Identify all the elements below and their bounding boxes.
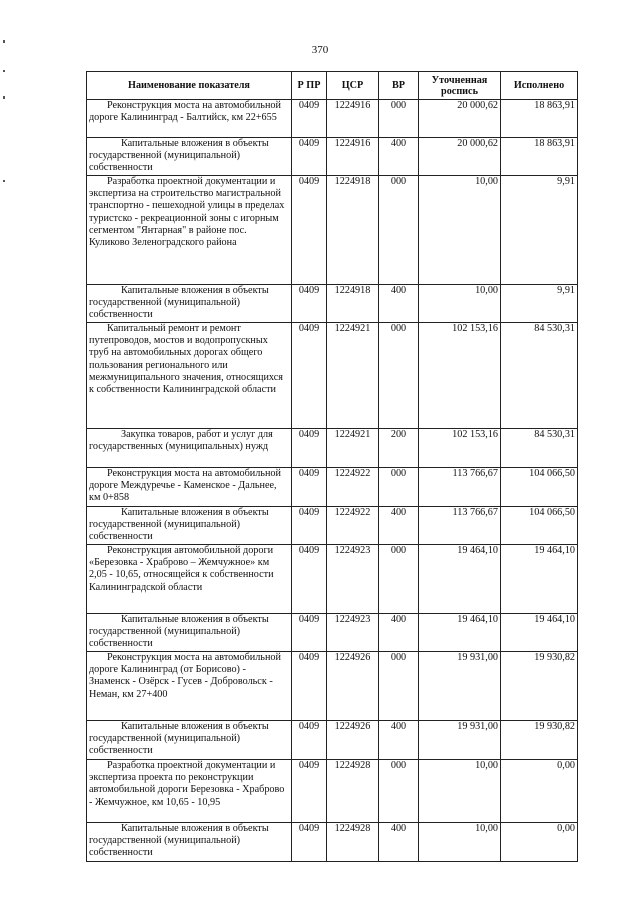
row-name: Разработка проектной документации и экспертиза на строительство магистральной транспортно - пешеходной улицы в пределах туристско - рекреационной зоны с игорным сегментом "Янтарная" в районе пос. Куликово Зеленоградского района (87, 176, 292, 285)
row-csr: 1224916 (327, 100, 379, 138)
header-planned: Уточненная роспись (419, 72, 501, 100)
row-csr: 1224918 (327, 285, 379, 323)
row-vr: 400 (379, 507, 419, 545)
header-vr: ВР (379, 72, 419, 100)
row-planned: 19 931,00 (419, 721, 501, 760)
table-row (87, 652, 578, 721)
row-executed: 0,00 (501, 760, 578, 823)
row-name: Капитальные вложения в объекты государственной (муниципальной) собственности (87, 285, 292, 323)
row-rpr: 0409 (292, 760, 327, 823)
row-vr: 200 (379, 429, 419, 468)
row-rpr: 0409 (292, 323, 327, 429)
table-header-row (87, 72, 578, 100)
row-vr: 400 (379, 138, 419, 176)
table-row (87, 429, 578, 468)
row-name: Капитальные вложения в объекты государственной (муниципальной) собственности (87, 614, 292, 652)
row-planned: 10,00 (419, 760, 501, 823)
budget-table (86, 71, 578, 862)
table-row (87, 323, 578, 429)
row-vr: 000 (379, 760, 419, 823)
row-name: Разработка проектной документации и экспертиза проекта по реконструкции автомобильной дороги Березовка - Храброво - Жемчужное, км 10,65 - 10,95 (87, 760, 292, 823)
row-rpr: 0409 (292, 100, 327, 138)
row-executed: 19 930,82 (501, 652, 578, 721)
row-vr: 000 (379, 545, 419, 614)
row-executed: 19 464,10 (501, 614, 578, 652)
row-csr: 1224922 (327, 468, 379, 507)
row-name: Реконструкция моста на автомобильной дороге Междуречье - Каменское - Дальнее, км 0+858 (87, 468, 292, 507)
row-executed: 84 530,31 (501, 429, 578, 468)
row-rpr: 0409 (292, 138, 327, 176)
row-name: Реконструкция автомобильной дороги «Березовка - Храброво – Жемчужное» км 2,05 - 10,65, относящейся к собственности Калининградской области (87, 545, 292, 614)
header-name: Наименование показателя (87, 72, 292, 100)
row-planned: 19 464,10 (419, 545, 501, 614)
table-row (87, 468, 578, 507)
row-name: Капитальные вложения в объекты государственной (муниципальной) собственности (87, 721, 292, 760)
row-vr: 000 (379, 176, 419, 285)
row-executed: 9,91 (501, 285, 578, 323)
row-name: Реконструкция моста на автомобильной дороге Калининград - Балтийск, км 22+655 (87, 100, 292, 138)
row-planned: 113 766,67 (419, 468, 501, 507)
row-vr: 400 (379, 285, 419, 323)
header-rpr: Р ПР (292, 72, 327, 100)
row-rpr: 0409 (292, 823, 327, 862)
row-name: Капитальные вложения в объекты государственной (муниципальной) собственности (87, 507, 292, 545)
row-planned: 10,00 (419, 823, 501, 862)
row-vr: 400 (379, 614, 419, 652)
row-rpr: 0409 (292, 652, 327, 721)
table-row (87, 545, 578, 614)
row-rpr: 0409 (292, 468, 327, 507)
table-row (87, 823, 578, 862)
page-number: 370 (311, 44, 329, 56)
row-executed: 104 066,50 (501, 468, 578, 507)
row-name: Закупка товаров, работ и услуг для государственных (муниципальных) нужд (87, 429, 292, 468)
row-rpr: 0409 (292, 614, 327, 652)
row-executed: 18 863,91 (501, 100, 578, 138)
row-executed: 9,91 (501, 176, 578, 285)
row-csr: 1224921 (327, 429, 379, 468)
row-csr: 1224926 (327, 721, 379, 760)
header-csr: ЦСР (327, 72, 379, 100)
row-executed: 84 530,31 (501, 323, 578, 429)
row-csr: 1224923 (327, 545, 379, 614)
row-name: Реконструкция моста на автомобильной дороге Калининград (от Борисово) - Знаменск - Озёрск - Гусев - Добровольск - Неман, км 27+400 (87, 652, 292, 721)
row-executed: 18 863,91 (501, 138, 578, 176)
table-row (87, 285, 578, 323)
row-csr: 1224918 (327, 176, 379, 285)
scan-margin-marks (0, 0, 10, 905)
row-vr: 000 (379, 100, 419, 138)
table-row (87, 176, 578, 285)
row-executed: 19 464,10 (501, 545, 578, 614)
row-csr: 1224923 (327, 614, 379, 652)
row-vr: 000 (379, 652, 419, 721)
table-row (87, 138, 578, 176)
row-vr: 000 (379, 323, 419, 429)
row-name: Капитальные вложения в объекты государственной (муниципальной) собственности (87, 138, 292, 176)
row-rpr: 0409 (292, 429, 327, 468)
row-name: Капитальный ремонт и ремонт путепроводов, мостов и водопропускных труб на автомобильных дорогах общего пользования регионального или межмуниципального значения, относящихся к собственности Калининградской области (87, 323, 292, 429)
row-csr: 1224928 (327, 823, 379, 862)
row-planned: 19 464,10 (419, 614, 501, 652)
table-row (87, 100, 578, 138)
row-executed: 0,00 (501, 823, 578, 862)
row-planned: 113 766,67 (419, 507, 501, 545)
row-planned: 19 931,00 (419, 652, 501, 721)
row-vr: 000 (379, 468, 419, 507)
header-executed: Исполнено (501, 72, 578, 100)
table-row (87, 507, 578, 545)
row-planned: 102 153,16 (419, 323, 501, 429)
row-executed: 19 930,82 (501, 721, 578, 760)
row-rpr: 0409 (292, 176, 327, 285)
row-planned: 20 000,62 (419, 138, 501, 176)
table-row (87, 721, 578, 760)
row-rpr: 0409 (292, 285, 327, 323)
row-executed: 104 066,50 (501, 507, 578, 545)
row-rpr: 0409 (292, 545, 327, 614)
row-csr: 1224922 (327, 507, 379, 545)
table-row (87, 614, 578, 652)
row-planned: 102 153,16 (419, 429, 501, 468)
row-planned: 20 000,62 (419, 100, 501, 138)
row-vr: 400 (379, 721, 419, 760)
row-csr: 1224926 (327, 652, 379, 721)
row-vr: 400 (379, 823, 419, 862)
row-rpr: 0409 (292, 507, 327, 545)
row-csr: 1224916 (327, 138, 379, 176)
row-planned: 10,00 (419, 176, 501, 285)
row-planned: 10,00 (419, 285, 501, 323)
row-csr: 1224921 (327, 323, 379, 429)
row-name: Капитальные вложения в объекты государственной (муниципальной) собственности (87, 823, 292, 862)
row-csr: 1224928 (327, 760, 379, 823)
table-row (87, 760, 578, 823)
row-rpr: 0409 (292, 721, 327, 760)
